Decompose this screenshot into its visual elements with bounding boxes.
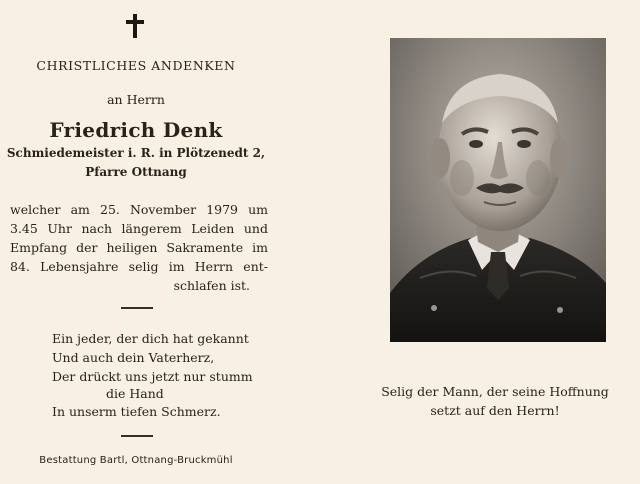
salutation: an Herrn xyxy=(107,92,165,107)
left-panel xyxy=(0,0,272,484)
poem-line-3: Der drückt uns jetzt nur stumm xyxy=(52,369,253,384)
cross-icon xyxy=(125,14,145,38)
occupation-line: Schmiedemeister i. R. in Plötzenedt 2, xyxy=(6,146,266,160)
caption-line-1: Selig der Mann, der seine Hoffnung xyxy=(381,384,609,399)
divider-top xyxy=(121,307,153,309)
divider-bottom xyxy=(121,435,153,437)
bio-line-3: Empfang der heiligen Sakramente im xyxy=(10,240,268,255)
bio-line-5: schlafen ist. xyxy=(173,278,250,293)
parish-line: Pfarre Ottnang xyxy=(85,165,187,179)
poem-line-5: In unserm tiefen Schmerz. xyxy=(52,404,221,419)
bio-line-4: 84. Lebensjahre selig im Herrn ent- xyxy=(10,259,268,274)
portrait-photo xyxy=(390,38,606,342)
caption-line-2: setzt auf den Herrn! xyxy=(430,403,560,418)
poem-line-1: Ein jeder, der dich hat gekannt xyxy=(52,331,249,346)
deceased-name: Friedrich Denk xyxy=(49,118,223,142)
poem-line-4: die Hand xyxy=(106,386,164,401)
poem-line-2: Und auch dein Vaterherz, xyxy=(52,350,215,365)
bio-line-2: 3.45 Uhr nach längerem Leiden und xyxy=(10,221,268,236)
card-header: CHRISTLICHES ANDENKEN xyxy=(36,58,236,73)
funeral-home-credit: Bestattung Bartl, Ottnang-Bruckmühl xyxy=(39,455,233,466)
bio-line-1: welcher am 25. November 1979 um xyxy=(10,202,268,217)
